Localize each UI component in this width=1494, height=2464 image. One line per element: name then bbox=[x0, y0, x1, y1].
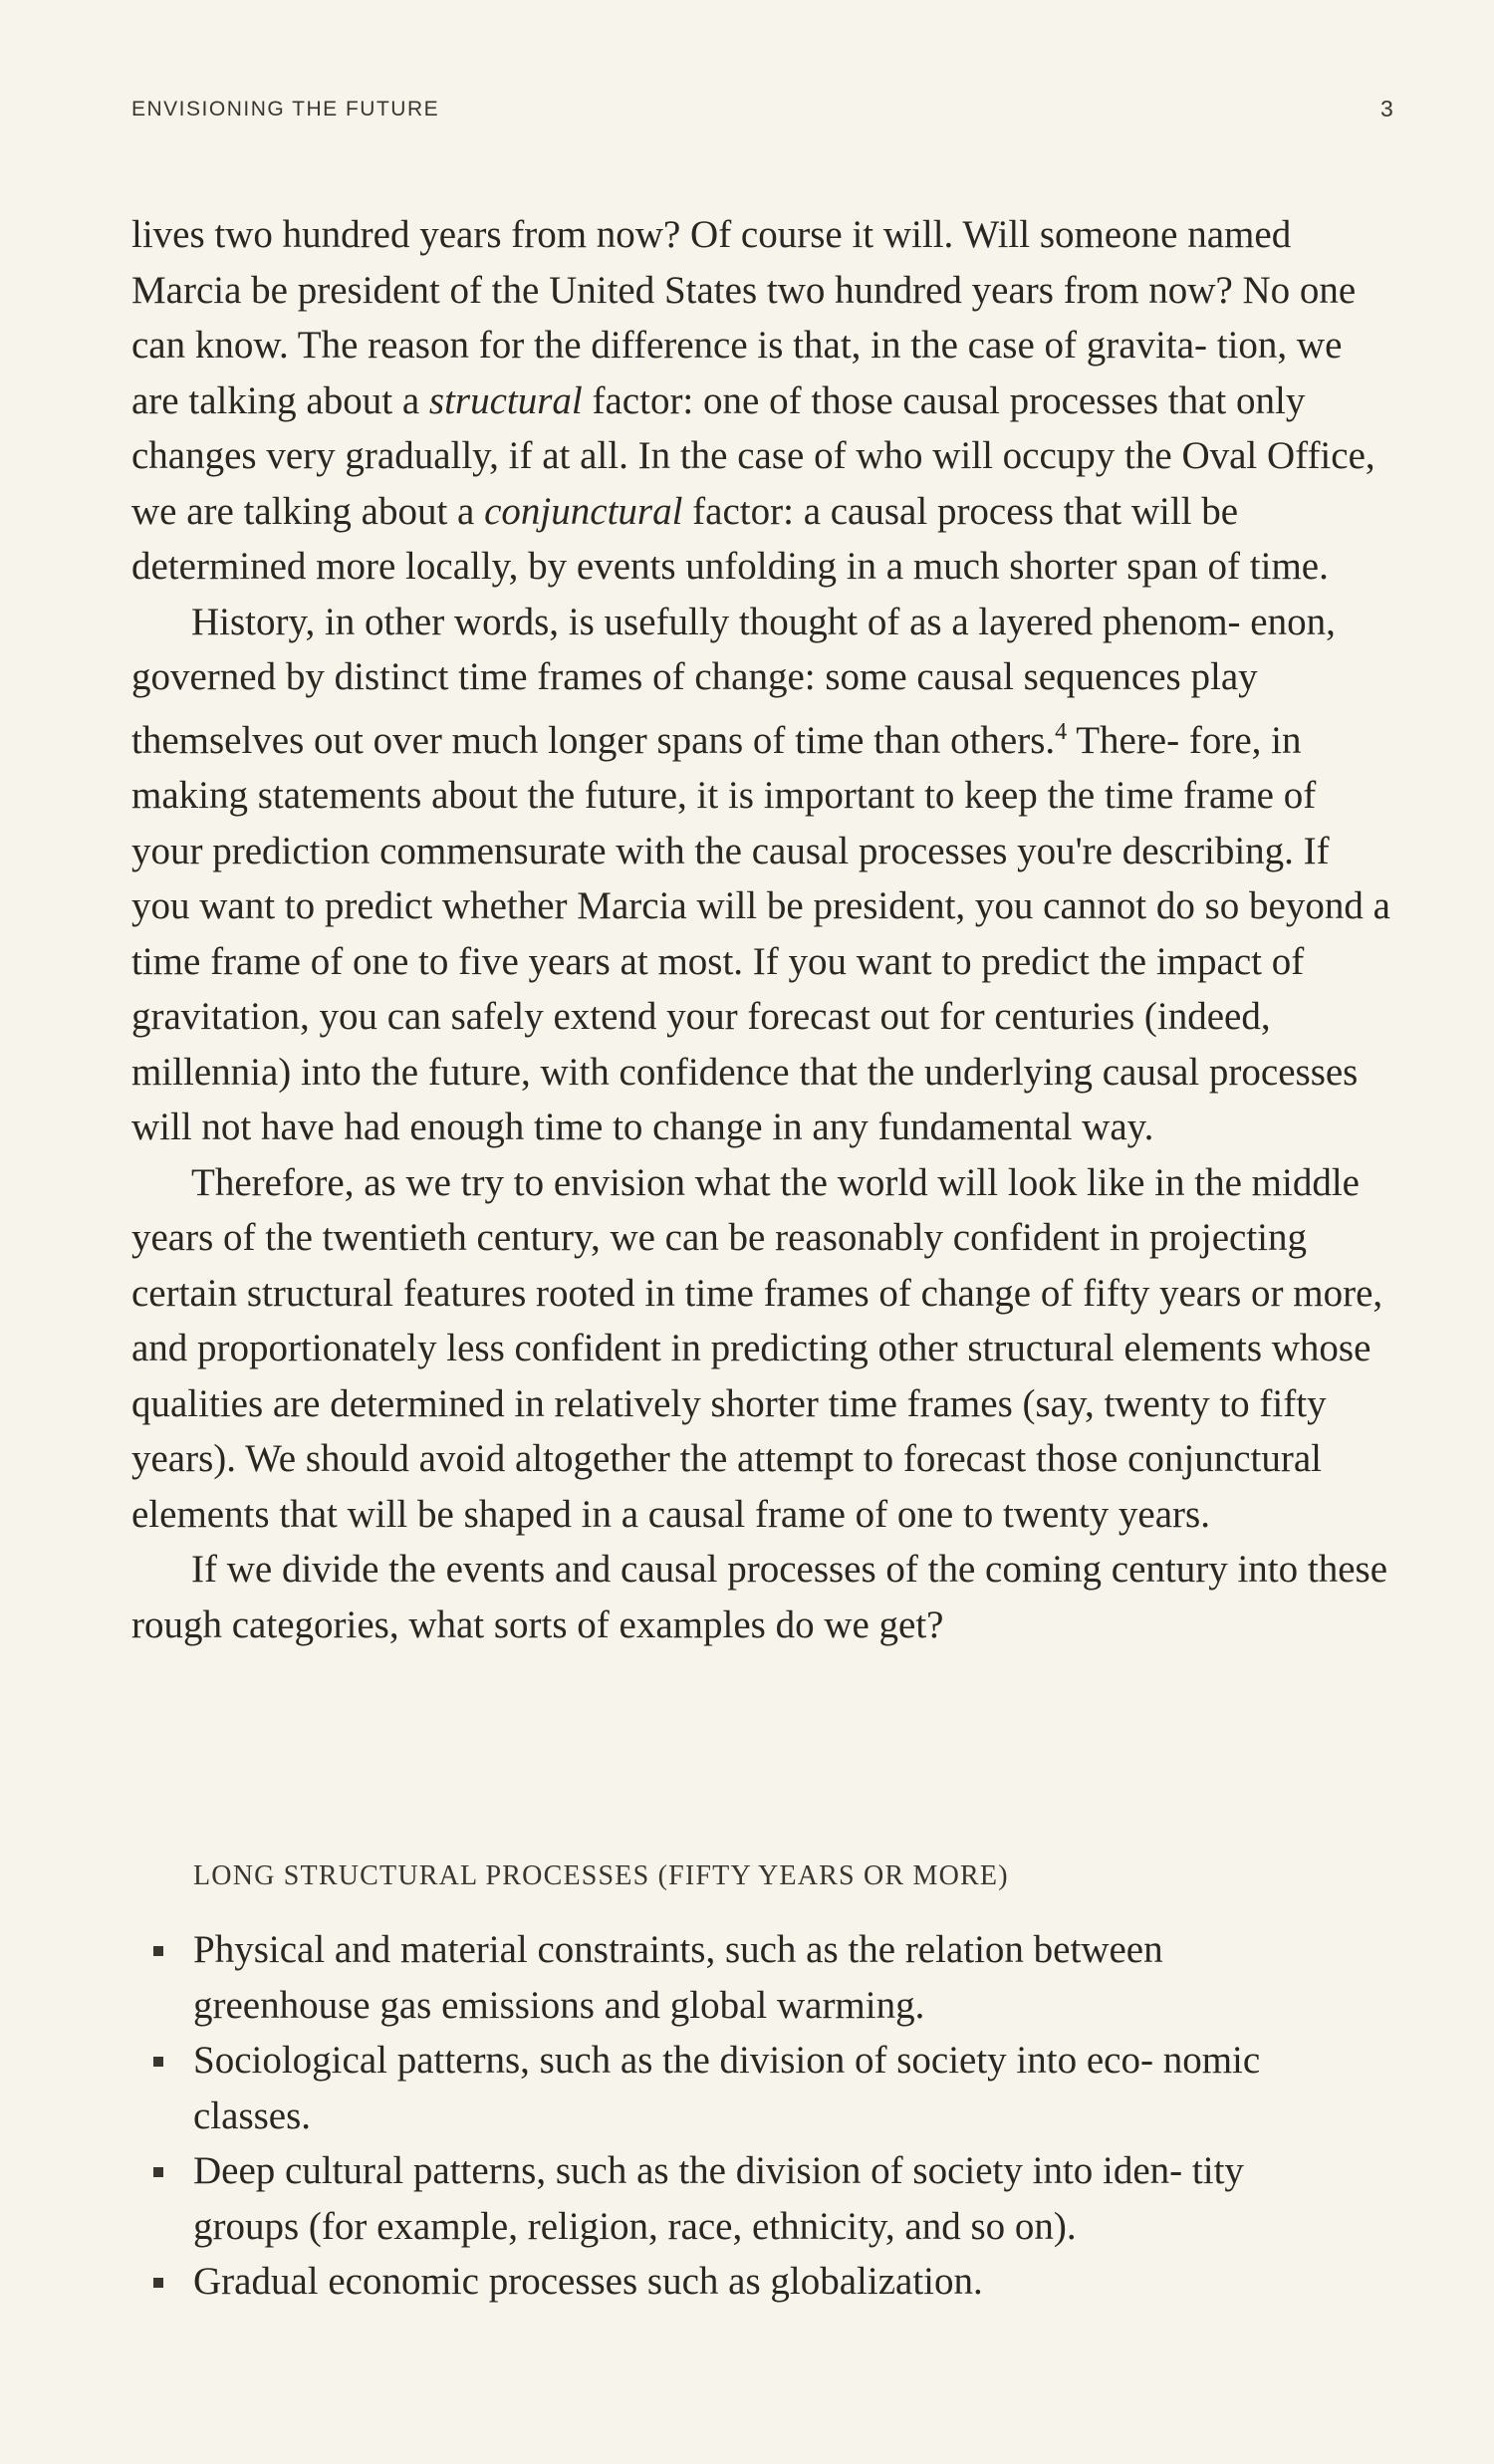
bullet-icon bbox=[153, 1946, 163, 1956]
paragraph: History, in other words, is usefully thought of as a layered phenom- enon, governed by distinct time frames of change: some causal sequences play themselves out over much longer spans of time than others.$^4$ There- fore, in making statements about the future, it is important to keep the time frame of your prediction commensurate with the causal processes you're describing. If you want to predict whether Marcia will be president, you cannot do so beyond a time frame of one to five years at most. If you want to predict the impact of gravitation, you can safely extend your forecast out for centuries (indeed, millennia) into the future, with confidence that the underlying causal processes will not have had enough time to change in any fundamental way. bbox=[131, 600, 1390, 1148]
page-number: 3 bbox=[1380, 96, 1393, 122]
bullet-list bbox=[131, 1922, 1277, 2310]
list-item: Gradual economic processes such as globalization. bbox=[131, 2254, 1277, 2310]
list-heading: LONG STRUCTURAL PROCESSES (FIFTY YEARS OR MORE) bbox=[193, 1860, 1009, 1891]
running-head: ENVISIONING THE FUTURE bbox=[131, 98, 440, 121]
footnote-marker[interactable]: 4 bbox=[1055, 718, 1068, 745]
paragraph: lives two hundred years from now? Of course it will. Will someone named Marcia be president of the United States two hundred years from now? No one can know. The reason for the difference is that, in the case of gravita- tion, we are talking about a structural factor: one of those causal processes that only changes very gradually, if at all. In the case of who will occupy the Oval Office, we are talking about a conjunctural factor: a causal process that will be determined more locally, by events unfolding in a much shorter span of time. bbox=[131, 213, 1375, 588]
italic-term: structural bbox=[428, 378, 583, 422]
bullet-icon bbox=[153, 2167, 163, 2177]
italic-term: conjunctural bbox=[484, 489, 683, 533]
list-item: Physical and material constraints, such as the relation between greenhouse gas emissions and global warming. bbox=[131, 1922, 1277, 2033]
list-item: Sociological patterns, such as the division of society into eco- nomic classes. bbox=[131, 2033, 1277, 2143]
paragraph: Therefore, as we try to envision what the world will look like in the middle years of the twentieth century, we can be reasonably confident in projecting certain structural features rooted in time frames of change of fifty years or more, and proportionately less confident in predicting other structural elements whose qualities are determined in relatively shorter time frames (say, twenty to fifty years). We should avoid altogether the attempt to forecast those conjunctural elements that will be shaped in a causal frame of one to twenty years. bbox=[131, 1160, 1383, 1536]
paragraph: If we divide the events and causal processes of the coming century into these rough categories, what sorts of examples do we get? bbox=[131, 1548, 1388, 1646]
body-text bbox=[131, 207, 1390, 1652]
bullet-icon bbox=[153, 2278, 163, 2288]
list-item: Deep cultural patterns, such as the division of society into iden- tity groups (for example, religion, race, ethnicity, and so on). bbox=[131, 2143, 1277, 2254]
bullet-icon bbox=[153, 2057, 163, 2067]
